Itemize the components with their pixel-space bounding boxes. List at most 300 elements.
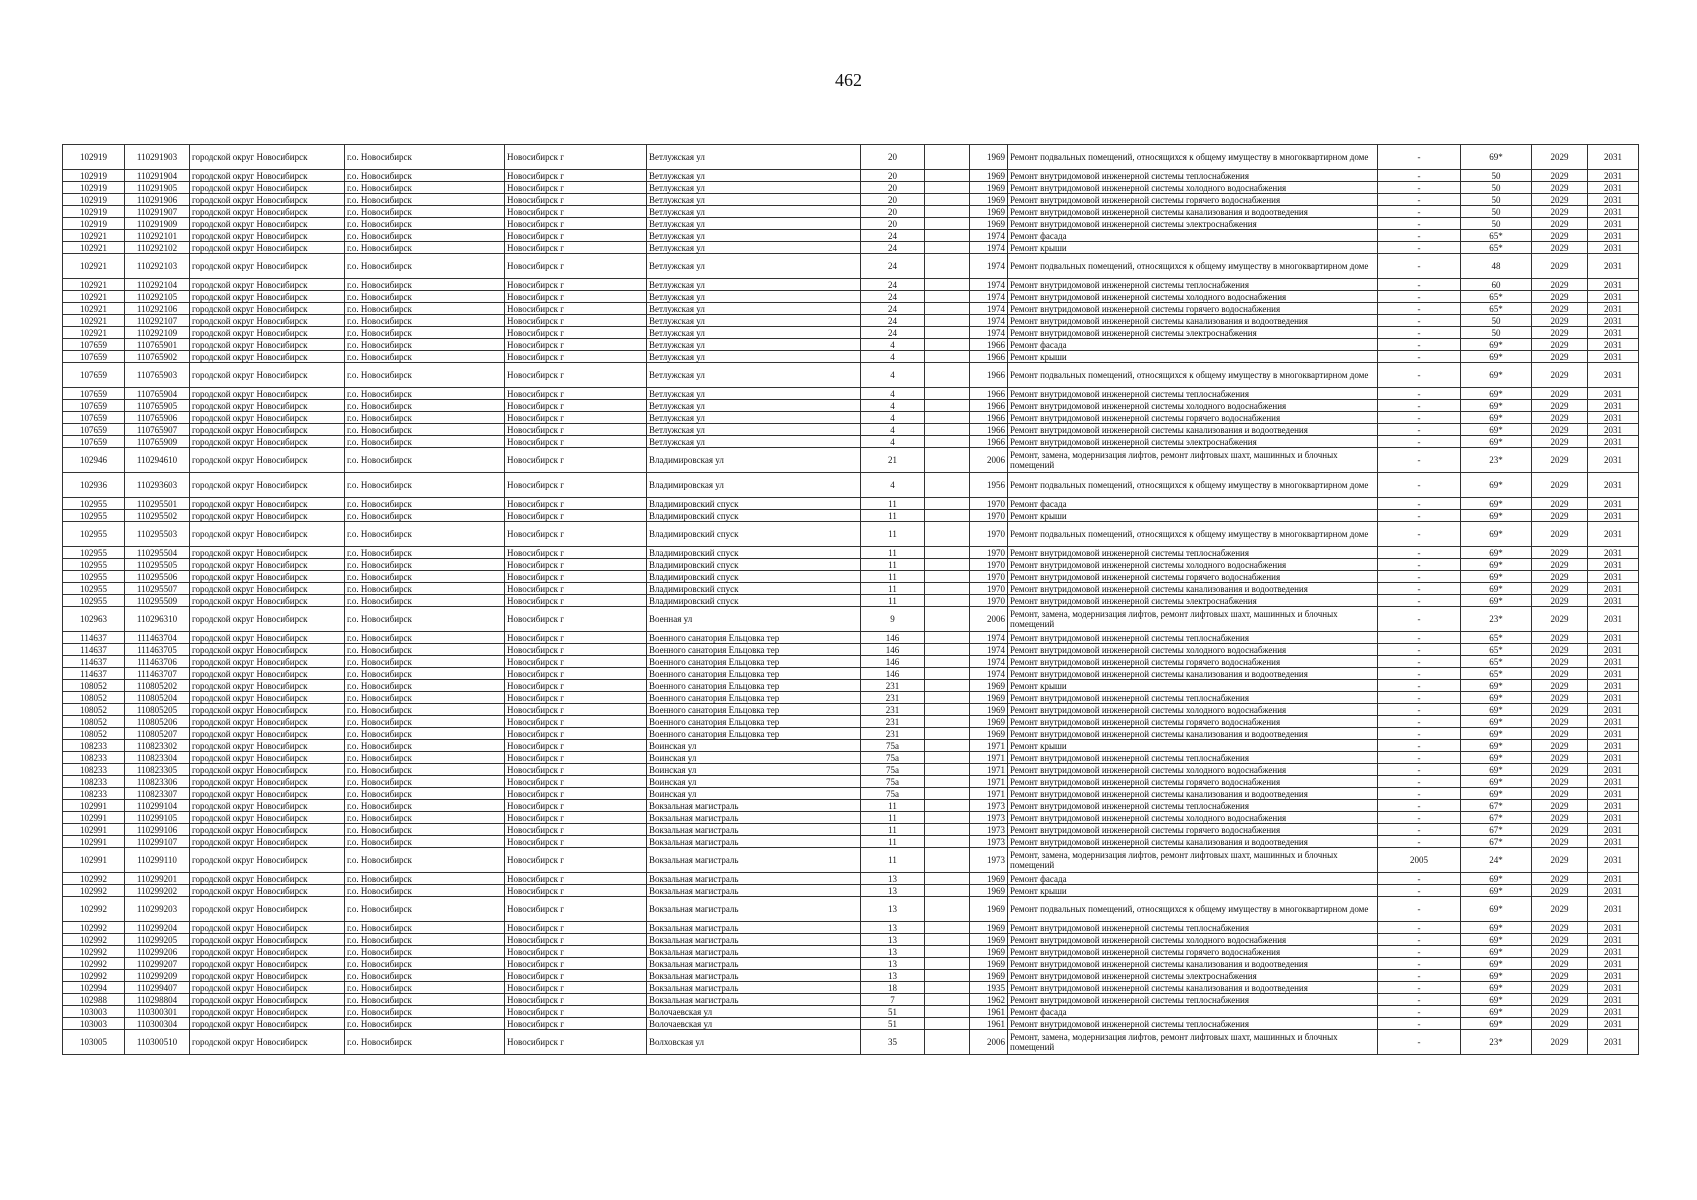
cell-last-repair-year: - [1378, 473, 1461, 498]
cell-work-type: Ремонт внутридомовой инженерной системы холодного водоснабжения [1008, 812, 1378, 824]
cell-plan-year-end: 2031 [1588, 740, 1639, 752]
cell-building [925, 1006, 970, 1018]
cell-year-built: 1961 [970, 1006, 1008, 1018]
cell-plan-year-end: 2031 [1588, 327, 1639, 339]
cell-locality: Новосибирск г [505, 704, 647, 716]
cell-wear-percent: 50 [1461, 206, 1532, 218]
cell-plan-year-end: 2031 [1588, 680, 1639, 692]
cell-building [925, 242, 970, 254]
cell-municipal-district: городской округ Новосибирск [190, 363, 345, 388]
cell-house-number: 146 [861, 668, 925, 680]
cell-municipal-district: городской округ Новосибирск [190, 182, 345, 194]
cell-house-number: 11 [861, 848, 925, 873]
cell-municipal-district: городской округ Новосибирск [190, 946, 345, 958]
cell-street: Воинская ул [647, 752, 861, 764]
table-row [63, 510, 1639, 522]
cell-locality: Новосибирск г [505, 363, 647, 388]
cell-plan-year-start: 2029 [1532, 680, 1588, 692]
cell-year-built: 1969 [970, 970, 1008, 982]
cell-house-number: 13 [861, 970, 925, 982]
cell-house-number: 4 [861, 339, 925, 351]
cell-house-id: 102921 [63, 279, 125, 291]
cell-plan-year-end: 2031 [1588, 982, 1639, 994]
cell-work-type: Ремонт внутридомовой инженерной системы холодного водоснабжения [1008, 400, 1378, 412]
cell-plan-year-end: 2031 [1588, 704, 1639, 716]
cell-work-type: Ремонт внутридомовой инженерной системы горячего водоснабжения [1008, 412, 1378, 424]
cell-house-id: 102955 [63, 559, 125, 571]
cell-work-type: Ремонт внутридомовой инженерной системы канализования и водоотведения [1008, 315, 1378, 327]
cell-wear-percent: 65* [1461, 230, 1532, 242]
cell-year-built: 1974 [970, 668, 1008, 680]
table-row [63, 848, 1639, 873]
cell-municipal-district: городской округ Новосибирск [190, 656, 345, 668]
cell-house-id: 102955 [63, 547, 125, 559]
cell-plan-year-end: 2031 [1588, 824, 1639, 836]
table-row [63, 958, 1639, 970]
cell-street: Владимировский спуск [647, 583, 861, 595]
cell-municipal-district: городской округ Новосибирск [190, 812, 345, 824]
cell-house-id: 108233 [63, 740, 125, 752]
table-row [63, 776, 1639, 788]
cell-building [925, 922, 970, 934]
cell-municipal-district: городской округ Новосибирск [190, 498, 345, 510]
cell-year-built: 1974 [970, 644, 1008, 656]
cell-street: Военного санатория Ельцовка тер [647, 692, 861, 704]
cell-municipal-district: городской округ Новосибирск [190, 873, 345, 885]
cell-street: Ветлужская ул [647, 170, 861, 182]
cell-street: Волховская ул [647, 1030, 861, 1055]
table-row [63, 194, 1639, 206]
cell-building [925, 303, 970, 315]
cell-work-type: Ремонт внутридомовой инженерной системы канализования и водоотведения [1008, 728, 1378, 740]
cell-municipal-district: городской округ Новосибирск [190, 1030, 345, 1055]
cell-locality: Новосибирск г [505, 1006, 647, 1018]
cell-plan-year-end: 2031 [1588, 607, 1639, 632]
cell-municipal-formation: г.о. Новосибирск [345, 218, 505, 230]
cell-work-id: 110299104 [125, 800, 190, 812]
cell-work-type: Ремонт внутридомовой инженерной системы теплоснабжения [1008, 994, 1378, 1006]
cell-house-number: 231 [861, 704, 925, 716]
cell-locality: Новосибирск г [505, 182, 647, 194]
cell-year-built: 1970 [970, 510, 1008, 522]
cell-street: Ветлужская ул [647, 388, 861, 400]
cell-house-id: 102955 [63, 571, 125, 583]
cell-locality: Новосибирск г [505, 848, 647, 873]
cell-house-id: 102919 [63, 145, 125, 170]
cell-year-built: 1966 [970, 351, 1008, 363]
cell-year-built: 1935 [970, 982, 1008, 994]
cell-house-number: 13 [861, 922, 925, 934]
cell-municipal-formation: г.о. Новосибирск [345, 982, 505, 994]
cell-year-built: 1969 [970, 897, 1008, 922]
cell-year-built: 1974 [970, 632, 1008, 644]
cell-plan-year-start: 2029 [1532, 230, 1588, 242]
cell-work-id: 110805207 [125, 728, 190, 740]
cell-municipal-district: городской округ Новосибирск [190, 583, 345, 595]
cell-house-id: 102994 [63, 982, 125, 994]
cell-house-number: 75а [861, 764, 925, 776]
cell-house-number: 24 [861, 242, 925, 254]
cell-house-id: 102921 [63, 230, 125, 242]
cell-municipal-district: городской округ Новосибирск [190, 848, 345, 873]
cell-last-repair-year: - [1378, 145, 1461, 170]
cell-work-type: Ремонт внутридомовой инженерной системы канализования и водоотведения [1008, 788, 1378, 800]
cell-municipal-formation: г.о. Новосибирск [345, 728, 505, 740]
cell-work-id: 110295507 [125, 583, 190, 595]
cell-work-id: 110293603 [125, 473, 190, 498]
cell-plan-year-end: 2031 [1588, 145, 1639, 170]
cell-locality: Новосибирск г [505, 595, 647, 607]
cell-year-built: 1969 [970, 934, 1008, 946]
cell-municipal-formation: г.о. Новосибирск [345, 716, 505, 728]
cell-work-type: Ремонт внутридомовой инженерной системы теплоснабжения [1008, 170, 1378, 182]
cell-street: Вокзальная магистраль [647, 836, 861, 848]
table-row [63, 934, 1639, 946]
cell-year-built: 1961 [970, 1018, 1008, 1030]
cell-building [925, 704, 970, 716]
cell-last-repair-year: - [1378, 740, 1461, 752]
cell-work-type: Ремонт фасада [1008, 498, 1378, 510]
cell-work-type: Ремонт внутридомовой инженерной системы горячего водоснабжения [1008, 824, 1378, 836]
cell-last-repair-year: - [1378, 873, 1461, 885]
cell-house-id: 103003 [63, 1006, 125, 1018]
cell-plan-year-end: 2031 [1588, 716, 1639, 728]
cell-year-built: 1969 [970, 728, 1008, 740]
cell-municipal-district: городской округ Новосибирск [190, 388, 345, 400]
cell-locality: Новосибирск г [505, 254, 647, 279]
table-row [63, 242, 1639, 254]
cell-plan-year-end: 2031 [1588, 339, 1639, 351]
cell-plan-year-end: 2031 [1588, 946, 1639, 958]
cell-last-repair-year: - [1378, 327, 1461, 339]
cell-house-id: 102921 [63, 291, 125, 303]
cell-plan-year-start: 2029 [1532, 934, 1588, 946]
cell-locality: Новосибирск г [505, 498, 647, 510]
cell-plan-year-end: 2031 [1588, 897, 1639, 922]
cell-plan-year-start: 2029 [1532, 182, 1588, 194]
table-row [63, 752, 1639, 764]
cell-plan-year-end: 2031 [1588, 970, 1639, 982]
table-row [63, 740, 1639, 752]
cell-wear-percent: 69* [1461, 498, 1532, 510]
cell-locality: Новосибирск г [505, 764, 647, 776]
cell-work-id: 111463704 [125, 632, 190, 644]
cell-street: Военная ул [647, 607, 861, 632]
cell-street: Военного санатория Ельцовка тер [647, 716, 861, 728]
cell-plan-year-start: 2029 [1532, 254, 1588, 279]
cell-municipal-formation: г.о. Новосибирск [345, 424, 505, 436]
cell-plan-year-end: 2031 [1588, 510, 1639, 522]
cell-last-repair-year: - [1378, 970, 1461, 982]
table-row [63, 145, 1639, 170]
cell-house-number: 4 [861, 473, 925, 498]
cell-wear-percent: 67* [1461, 800, 1532, 812]
cell-work-id: 111463705 [125, 644, 190, 656]
cell-municipal-district: городской округ Новосибирск [190, 242, 345, 254]
cell-plan-year-start: 2029 [1532, 982, 1588, 994]
cell-work-id: 110292107 [125, 315, 190, 327]
cell-plan-year-end: 2031 [1588, 764, 1639, 776]
table-row [63, 970, 1639, 982]
cell-work-type: Ремонт внутридомовой инженерной системы теплоснабжения [1008, 279, 1378, 291]
cell-year-built: 1969 [970, 873, 1008, 885]
cell-plan-year-end: 2031 [1588, 1006, 1639, 1018]
cell-municipal-formation: г.о. Новосибирск [345, 315, 505, 327]
cell-wear-percent: 69* [1461, 559, 1532, 571]
table-row [63, 897, 1639, 922]
cell-municipal-formation: г.о. Новосибирск [345, 922, 505, 934]
cell-work-id: 110299207 [125, 958, 190, 970]
cell-last-repair-year: - [1378, 436, 1461, 448]
cell-last-repair-year: - [1378, 934, 1461, 946]
cell-year-built: 2006 [970, 607, 1008, 632]
cell-last-repair-year: - [1378, 752, 1461, 764]
cell-locality: Новосибирск г [505, 958, 647, 970]
cell-year-built: 1974 [970, 230, 1008, 242]
cell-street: Вокзальная магистраль [647, 946, 861, 958]
cell-year-built: 1974 [970, 291, 1008, 303]
cell-work-type: Ремонт внутридомовой инженерной системы горячего водоснабжения [1008, 946, 1378, 958]
cell-year-built: 1973 [970, 824, 1008, 836]
cell-locality: Новосибирск г [505, 291, 647, 303]
cell-plan-year-start: 2029 [1532, 607, 1588, 632]
cell-house-number: 231 [861, 680, 925, 692]
cell-house-number: 11 [861, 510, 925, 522]
cell-house-number: 24 [861, 254, 925, 279]
cell-year-built: 1962 [970, 994, 1008, 1006]
cell-building [925, 1018, 970, 1030]
cell-year-built: 1969 [970, 206, 1008, 218]
cell-plan-year-end: 2031 [1588, 230, 1639, 242]
cell-last-repair-year: - [1378, 559, 1461, 571]
cell-plan-year-end: 2031 [1588, 692, 1639, 704]
table-row [63, 351, 1639, 363]
cell-municipal-formation: г.о. Новосибирск [345, 1018, 505, 1030]
cell-municipal-district: городской округ Новосибирск [190, 668, 345, 680]
cell-locality: Новосибирск г [505, 812, 647, 824]
cell-municipal-formation: г.о. Новосибирск [345, 848, 505, 873]
cell-wear-percent: 69* [1461, 1018, 1532, 1030]
cell-building [925, 1030, 970, 1055]
cell-plan-year-end: 2031 [1588, 303, 1639, 315]
cell-house-id: 102992 [63, 922, 125, 934]
cell-work-id: 110299205 [125, 934, 190, 946]
cell-work-type: Ремонт внутридомовой инженерной системы теплоснабжения [1008, 752, 1378, 764]
cell-municipal-district: городской округ Новосибирск [190, 752, 345, 764]
cell-building [925, 400, 970, 412]
cell-year-built: 1966 [970, 400, 1008, 412]
cell-building [925, 315, 970, 327]
cell-locality: Новосибирск г [505, 824, 647, 836]
cell-last-repair-year: - [1378, 656, 1461, 668]
cell-municipal-formation: г.о. Новосибирск [345, 498, 505, 510]
cell-work-id: 110765909 [125, 436, 190, 448]
cell-street: Владимировская ул [647, 473, 861, 498]
cell-municipal-district: городской округ Новосибирск [190, 764, 345, 776]
cell-plan-year-end: 2031 [1588, 351, 1639, 363]
cell-street: Ветлужская ул [647, 351, 861, 363]
cell-plan-year-start: 2029 [1532, 218, 1588, 230]
cell-plan-year-start: 2029 [1532, 668, 1588, 680]
cell-municipal-formation: г.о. Новосибирск [345, 946, 505, 958]
cell-municipal-formation: г.о. Новосибирск [345, 897, 505, 922]
cell-municipal-formation: г.о. Новосибирск [345, 145, 505, 170]
cell-plan-year-start: 2029 [1532, 1006, 1588, 1018]
cell-last-repair-year: - [1378, 680, 1461, 692]
cell-plan-year-end: 2031 [1588, 206, 1639, 218]
cell-house-id: 102955 [63, 522, 125, 547]
cell-locality: Новосибирск г [505, 668, 647, 680]
cell-year-built: 1966 [970, 424, 1008, 436]
cell-street: Ветлужская ул [647, 194, 861, 206]
cell-last-repair-year: - [1378, 254, 1461, 279]
cell-municipal-district: городской округ Новосибирск [190, 934, 345, 946]
cell-last-repair-year: - [1378, 595, 1461, 607]
cell-work-id: 110805204 [125, 692, 190, 704]
cell-plan-year-start: 2029 [1532, 958, 1588, 970]
cell-house-id: 102919 [63, 194, 125, 206]
cell-locality: Новосибирск г [505, 339, 647, 351]
cell-municipal-district: городской округ Новосибирск [190, 680, 345, 692]
cell-wear-percent: 65* [1461, 291, 1532, 303]
cell-plan-year-start: 2029 [1532, 812, 1588, 824]
cell-work-type: Ремонт внутридомовой инженерной системы теплоснабжения [1008, 547, 1378, 559]
cell-municipal-district: городской округ Новосибирск [190, 571, 345, 583]
cell-wear-percent: 65* [1461, 303, 1532, 315]
cell-last-repair-year: - [1378, 315, 1461, 327]
cell-plan-year-start: 2029 [1532, 206, 1588, 218]
cell-plan-year-start: 2029 [1532, 656, 1588, 668]
table-row [63, 339, 1639, 351]
cell-plan-year-end: 2031 [1588, 218, 1639, 230]
cell-plan-year-end: 2031 [1588, 448, 1639, 473]
cell-year-built: 1970 [970, 522, 1008, 547]
cell-municipal-formation: г.о. Новосибирск [345, 752, 505, 764]
cell-plan-year-end: 2031 [1588, 547, 1639, 559]
cell-house-number: 4 [861, 436, 925, 448]
cell-wear-percent: 65* [1461, 656, 1532, 668]
cell-last-repair-year: - [1378, 291, 1461, 303]
cell-house-number: 4 [861, 351, 925, 363]
cell-plan-year-start: 2029 [1532, 327, 1588, 339]
cell-work-type: Ремонт подвальных помещений, относящихся к общему имуществу в многоквартирном доме [1008, 897, 1378, 922]
cell-building [925, 424, 970, 436]
cell-municipal-formation: г.о. Новосибирск [345, 788, 505, 800]
cell-street: Ветлужская ул [647, 303, 861, 315]
cell-year-built: 1969 [970, 958, 1008, 970]
cell-work-type: Ремонт крыши [1008, 510, 1378, 522]
cell-street: Владимировский спуск [647, 510, 861, 522]
cell-building [925, 170, 970, 182]
cell-municipal-formation: г.о. Новосибирск [345, 824, 505, 836]
cell-municipal-formation: г.о. Новосибирск [345, 994, 505, 1006]
cell-house-id: 108052 [63, 704, 125, 716]
cell-street: Ветлужская ул [647, 436, 861, 448]
cell-work-type: Ремонт внутридомовой инженерной системы теплоснабжения [1008, 800, 1378, 812]
cell-municipal-district: городской округ Новосибирск [190, 595, 345, 607]
cell-house-id: 107659 [63, 339, 125, 351]
cell-municipal-district: городской округ Новосибирск [190, 547, 345, 559]
cell-house-id: 103005 [63, 1030, 125, 1055]
cell-street: Вокзальная магистраль [647, 848, 861, 873]
cell-work-id: 110299106 [125, 824, 190, 836]
cell-work-id: 110299107 [125, 836, 190, 848]
cell-house-id: 108233 [63, 776, 125, 788]
cell-street: Военного санатория Ельцовка тер [647, 632, 861, 644]
cell-year-built: 1969 [970, 218, 1008, 230]
cell-wear-percent: 67* [1461, 812, 1532, 824]
cell-plan-year-start: 2029 [1532, 388, 1588, 400]
cell-plan-year-end: 2031 [1588, 728, 1639, 740]
cell-municipal-formation: г.о. Новосибирск [345, 182, 505, 194]
cell-last-repair-year: - [1378, 339, 1461, 351]
cell-work-id: 111463707 [125, 668, 190, 680]
cell-building [925, 800, 970, 812]
table-row [63, 498, 1639, 510]
cell-plan-year-end: 2031 [1588, 848, 1639, 873]
cell-plan-year-end: 2031 [1588, 571, 1639, 583]
cell-work-id: 110823302 [125, 740, 190, 752]
cell-work-id: 110765903 [125, 363, 190, 388]
cell-work-type: Ремонт внутридомовой инженерной системы электроснабжения [1008, 970, 1378, 982]
cell-year-built: 1971 [970, 776, 1008, 788]
cell-municipal-district: городской округ Новосибирск [190, 607, 345, 632]
cell-house-id: 108052 [63, 680, 125, 692]
cell-locality: Новосибирск г [505, 522, 647, 547]
table-row [63, 583, 1639, 595]
cell-work-type: Ремонт внутридомовой инженерной системы холодного водоснабжения [1008, 704, 1378, 716]
cell-house-number: 18 [861, 982, 925, 994]
cell-last-repair-year: - [1378, 692, 1461, 704]
cell-municipal-formation: г.о. Новосибирск [345, 632, 505, 644]
cell-municipal-formation: г.о. Новосибирск [345, 279, 505, 291]
cell-wear-percent: 69* [1461, 885, 1532, 897]
cell-plan-year-start: 2029 [1532, 363, 1588, 388]
cell-plan-year-end: 2031 [1588, 436, 1639, 448]
cell-last-repair-year: - [1378, 946, 1461, 958]
cell-municipal-formation: г.о. Новосибирск [345, 704, 505, 716]
cell-work-id: 110291903 [125, 145, 190, 170]
cell-house-number: 146 [861, 656, 925, 668]
table-row [63, 692, 1639, 704]
cell-year-built: 1969 [970, 922, 1008, 934]
cell-building [925, 836, 970, 848]
cell-municipal-formation: г.о. Новосибирск [345, 836, 505, 848]
cell-street: Вокзальная магистраль [647, 922, 861, 934]
cell-house-id: 102921 [63, 327, 125, 339]
cell-work-id: 110295503 [125, 522, 190, 547]
cell-municipal-formation: г.о. Новосибирск [345, 254, 505, 279]
cell-plan-year-end: 2031 [1588, 412, 1639, 424]
table-row [63, 607, 1639, 632]
cell-wear-percent: 69* [1461, 704, 1532, 716]
cell-municipal-district: городской округ Новосибирск [190, 522, 345, 547]
cell-house-number: 20 [861, 218, 925, 230]
cell-plan-year-start: 2029 [1532, 764, 1588, 776]
cell-house-number: 24 [861, 315, 925, 327]
cell-street: Вокзальная магистраль [647, 994, 861, 1006]
cell-house-number: 11 [861, 559, 925, 571]
cell-street: Владимировский спуск [647, 498, 861, 510]
cell-street: Ветлужская ул [647, 327, 861, 339]
cell-work-id: 110823307 [125, 788, 190, 800]
cell-work-type: Ремонт крыши [1008, 680, 1378, 692]
cell-plan-year-end: 2031 [1588, 363, 1639, 388]
table-row [63, 436, 1639, 448]
cell-municipal-district: городской округ Новосибирск [190, 800, 345, 812]
cell-year-built: 1971 [970, 788, 1008, 800]
cell-house-id: 102992 [63, 934, 125, 946]
